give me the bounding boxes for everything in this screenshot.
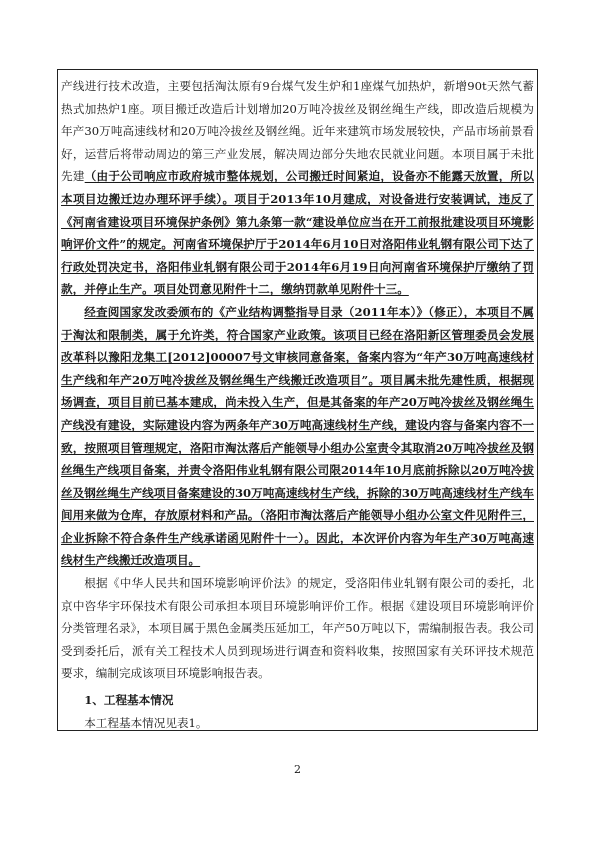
table-reference-line: 本工程基本情况见表1。 (84, 715, 208, 730)
intro-text: 产线进行技术改造，主要包括淘汰原有9台煤气发生炉和1座煤气加热炉，新增90t天然气蓄热式加热炉1座。项目搬迁改造后计划增加20万吨冷拔丝及钢丝绳生产线，即改造后规模为年产30万吨高速线材和20万吨冷拔丝及钢丝绳。近年来建筑市场发展较快，产品市场前景看好，运营后将带动周边的第三产业发展，解决周边部分失地农民就业问题。本项目属于未批先建 (61, 79, 534, 184)
paragraph-eia-basis (61, 572, 534, 685)
page-number: 2 (294, 763, 301, 776)
paragraph-industrial-policy (61, 301, 534, 572)
eia-basis-text: 根据《中华人民共和国环境影响评价法》的规定，受洛阳伟业轧钢有限公司的委托，北京中咨华宇环保技术有限公司承担本项目环境影响评价工作。根据《建设项目环境影响评价分类管理名录》，本项目属于黑色金属类压延加工，年产50万吨以下，需编制报告表。我公司受到委托后，派有关工程技术人员到现场进行调查和资料收集，按照国家有关环评技术规范要求，编制完成该项目环境影响报告表。 (61, 576, 534, 681)
intro-note-underlined: （由于公司响应市政府城市整体规划，公司搬迁时间紧迫，设备亦不能露天放置，所以本项目边搬迁边办理环评手续） (61, 169, 534, 206)
intro-penalty-underlined: 。项目于2013年10月建成，对设备进行安装调试，违反了《河南省建设项目环境保护条例》第九条第一款“建设单位应当在开工前报批建设项目环境影响评价文件”的规定。河南省环境保护厅于2014年6月10日对洛阳伟业轧钢有限公司下达了行政处罚决定书，洛阳伟业轧钢有限公司于2014年6月19日向河南省环境保护厅缴纳了罚款，并停止生产。项目处罚意见附件十二，缴纳罚款单见附件十三。 (61, 191, 535, 297)
section-heading: 1、工程基本情况 (84, 693, 174, 708)
document-body (61, 75, 534, 734)
policy-text-underlined: 经查阅国家发改委颁布的《产业结构调整指导目录（2011年本）》（修正），本项目不属于淘汰和限制类，属于允许类，符合国家产业政策。该项目已经在洛阳新区管理委员会发展改革科以豫阳龙集工[2012]00007号文审核同意备案，备案内容为“年产30万吨高速线材生产线和年产20万吨冷拔丝及钢丝绳生产线搬迁改造项目”。项目属未批先建性质，根据现场调查，项目目前已基本建成，尚未投入生产，但是其备案的年产20万吨冷拔丝及钢丝绳生产线没有建设，实际建设内容为两条年产30万吨高速线材生产线，建设内容与备案内容不一致，按照项目管理规定，洛阳市淘汰落后产能领导小组办公室责令其取消20万吨冷拔丝及钢丝绳生产线项目备案，并责令洛阳伟业轧钢有限公司限2014年10月底前拆除以20万吨冷拔丝及钢丝绳生产线项目备案建设的30万吨高速线材生产线，拆除的30万吨高速线材生产线车间用来做为仓库，存放原材料和产品。（洛阳市淘汰落后产能领导小组办公室文件见附件三，企业拆除不符合条件生产线承诺函见附件十一）。因此，本次评价内容为年生产30万吨高速线材生产线搬迁改造项目。 (61, 304, 534, 568)
paragraph-project-intro (61, 75, 534, 301)
